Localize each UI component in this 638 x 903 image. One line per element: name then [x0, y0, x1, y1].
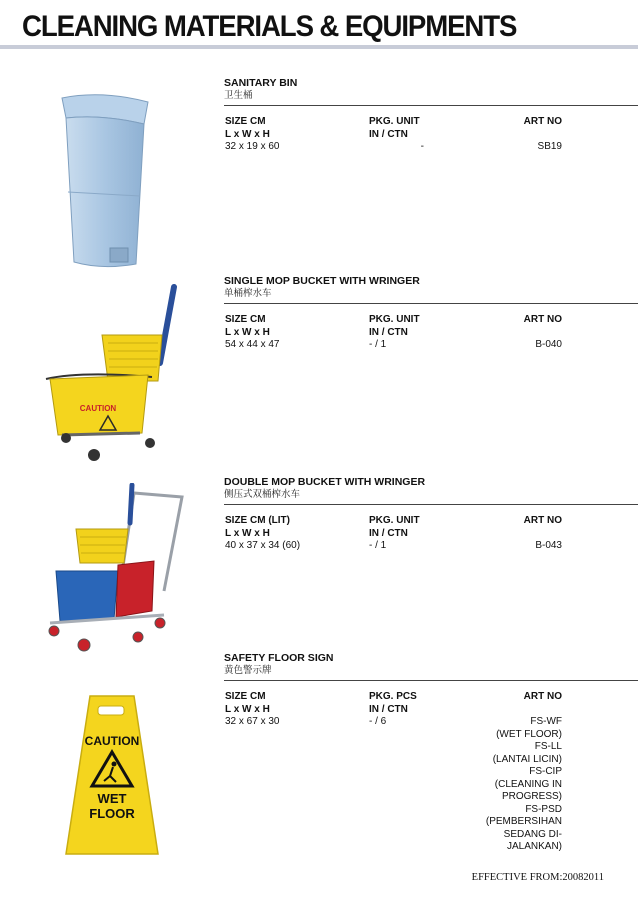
size-header: SIZE CM: [225, 314, 266, 325]
pkg-sub-header: IN / CTN: [369, 128, 408, 140]
art-number-line: (WET FLOOR): [496, 728, 562, 740]
page-title: CLEANING MATERIALS & EQUIPMENTS: [22, 10, 517, 43]
pkg-header: PKG. UNIT: [369, 116, 420, 127]
art-number-line: PROGRESS): [501, 791, 562, 802]
pkg-value: - / 1: [369, 540, 387, 551]
art-header: ART NO: [523, 314, 562, 325]
size-header: SIZE CM: [225, 691, 266, 702]
sign-wet-text: WET: [97, 791, 127, 806]
product-double-mop-bucket: [224, 476, 638, 555]
spec-table: [224, 314, 638, 354]
spec-table: [224, 691, 638, 871]
product-name-cn: 单桶榨水车: [224, 288, 272, 299]
safety-floor-sign-image: [60, 690, 164, 860]
size-value: 40 x 37 x 34 (60): [225, 540, 301, 551]
spec-table: [224, 116, 638, 156]
product-single-mop-bucket: [224, 275, 638, 354]
product-safety-floor-sign: [224, 652, 638, 871]
pkg-sub-header: IN / CTN: [369, 527, 408, 539]
product-name-cn: 黄色警示牌: [224, 665, 272, 676]
size-value: 32 x 19 x 60: [225, 141, 280, 152]
pkg-header: PKG. UNIT: [369, 314, 420, 325]
double-mop-bucket-image: [44, 483, 189, 653]
art-number-line: FS-WF: [530, 716, 562, 727]
art-number-line: (PEMBERSIHAN: [485, 816, 562, 827]
product-name: SAFETY FLOOR SIGN: [224, 652, 334, 664]
art-number-line: FS-CIP: [529, 766, 562, 777]
size-value: 32 x 67 x 30: [225, 716, 280, 727]
art-header: ART NO: [523, 691, 562, 702]
product-divider: [224, 105, 638, 106]
product-sanitary-bin: [224, 77, 638, 156]
spec-table: [224, 515, 638, 555]
size-value: 54 x 44 x 47: [225, 339, 280, 350]
dims-header: L x W x H: [225, 326, 270, 338]
art-number-line: SEDANG DI-: [503, 828, 562, 840]
product-name: SINGLE MOP BUCKET WITH WRINGER: [224, 275, 420, 287]
size-header: SIZE CM: [225, 116, 266, 127]
art-value: SB19: [537, 141, 562, 152]
product-name-cn: 卫生桶: [224, 90, 253, 101]
dims-header: L x W x H: [225, 527, 270, 539]
art-number-list: [442, 716, 562, 854]
size-header: SIZE CM (LIT): [225, 515, 290, 526]
art-number-line: (LANTAI LICIN): [492, 753, 562, 765]
sanitary-bin-image: [52, 92, 162, 272]
product-divider: [224, 680, 638, 681]
art-number-line: (CLEANING IN: [494, 778, 562, 790]
pkg-header: PKG. UNIT: [369, 515, 420, 526]
art-header: ART NO: [523, 116, 562, 127]
pkg-sub-header: IN / CTN: [369, 326, 408, 338]
title-divider: [0, 45, 638, 49]
product-name-cn: 侧压式双桶榨水车: [224, 489, 301, 500]
single-mop-bucket-image: [42, 283, 187, 468]
art-number-line: FS-PSD: [525, 803, 562, 815]
art-header: ART NO: [523, 515, 562, 526]
product-name: DOUBLE MOP BUCKET WITH WRINGER: [224, 476, 426, 488]
product-divider: [224, 504, 638, 505]
bucket-caution-label: CAUTION: [79, 404, 117, 413]
art-number-line: JALANKAN): [506, 841, 562, 852]
product-name: SANITARY BIN: [224, 77, 298, 89]
sign-floor-text: FLOOR: [89, 806, 135, 821]
pkg-value: - / 6: [369, 716, 387, 727]
product-divider: [224, 303, 638, 304]
art-number-line: FS-LL: [534, 741, 562, 752]
art-value: B-043: [535, 540, 562, 551]
effective-date: EFFECTIVE FROM:20082011: [471, 872, 604, 883]
sign-caution-text: CAUTION: [84, 734, 140, 748]
pkg-value: -: [420, 141, 424, 152]
dims-header: L x W x H: [225, 128, 270, 140]
pkg-header: PKG. PCS: [369, 691, 417, 702]
dims-header: L x W x H: [225, 703, 270, 715]
pkg-value: - / 1: [369, 339, 387, 350]
art-value: B-040: [535, 339, 562, 350]
pkg-sub-header: IN / CTN: [369, 703, 408, 715]
